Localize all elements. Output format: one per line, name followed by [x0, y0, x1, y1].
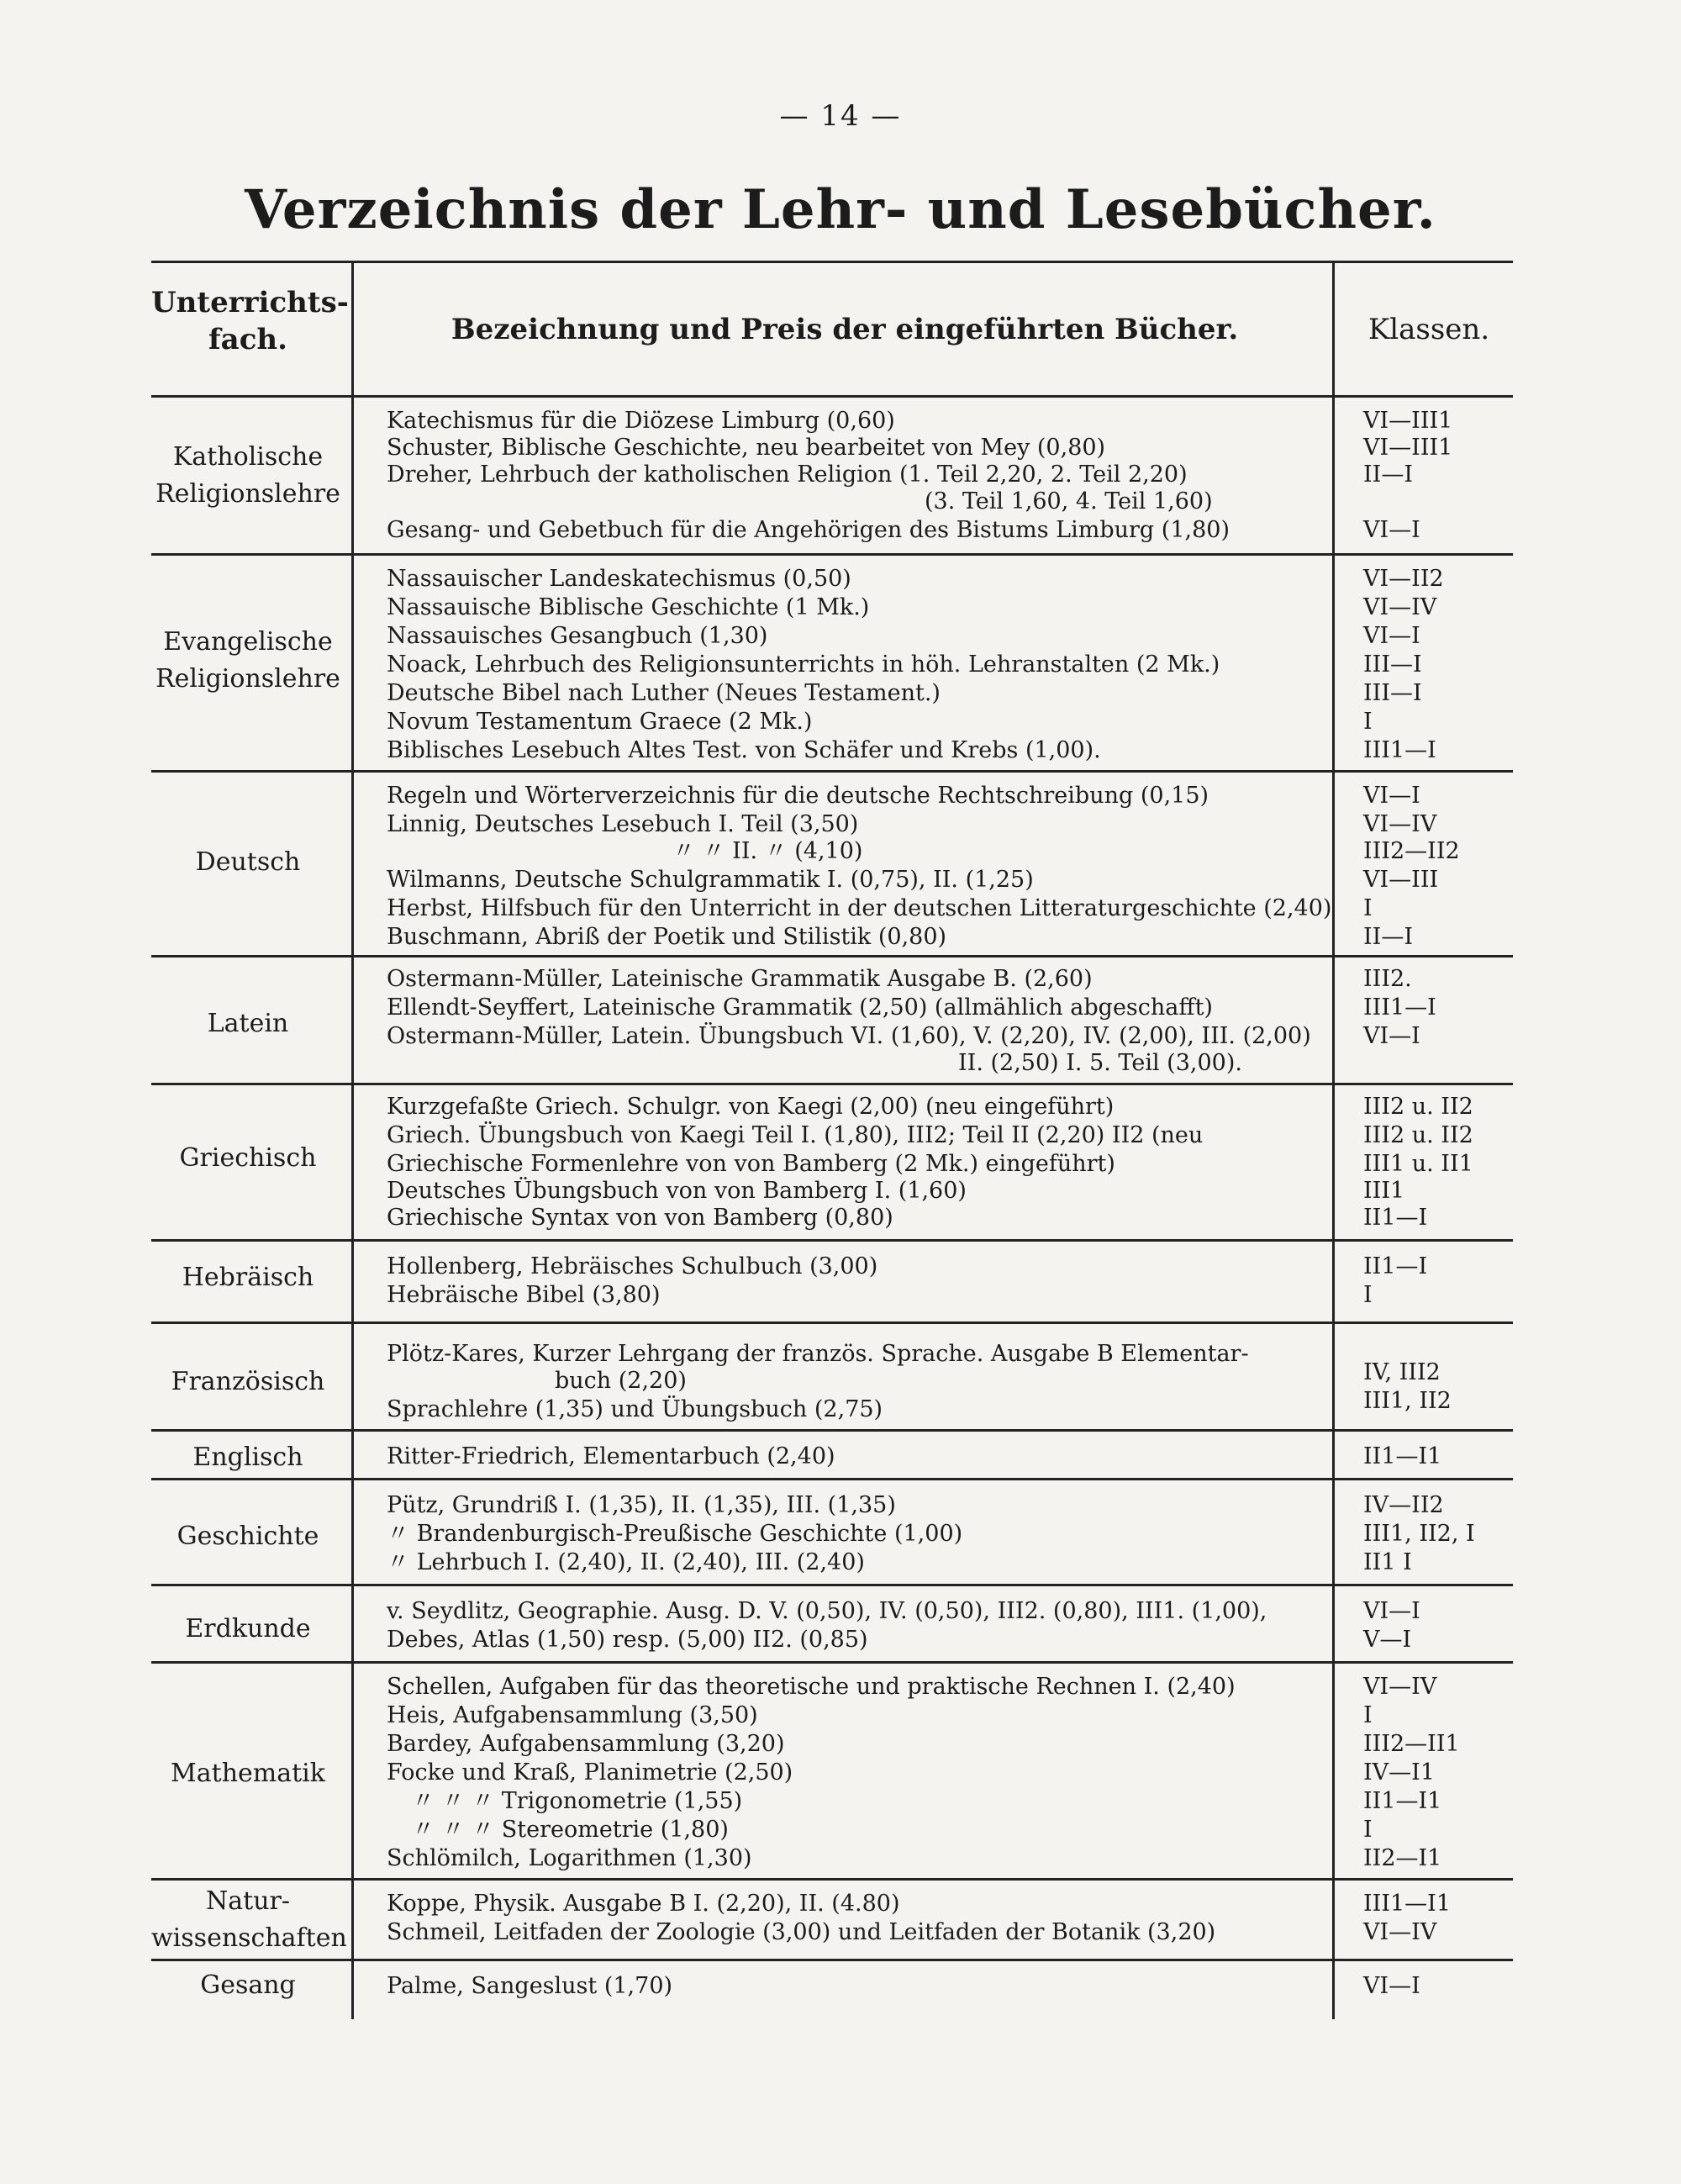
subject-line: Hebräisch: [182, 1263, 314, 1292]
book-row: Hebräische Bibel (3,80): [387, 1282, 661, 1308]
class-cell: I: [1363, 1282, 1373, 1308]
class-cell: I: [1363, 1702, 1373, 1728]
class-cell: I: [1363, 895, 1373, 921]
class-cell: III2 u. II2: [1363, 1094, 1473, 1120]
class-cell: III—I: [1363, 652, 1422, 678]
class-cell: III2.: [1363, 966, 1412, 992]
col-divider-1: [351, 262, 354, 2019]
header-subject-line-1: Unterrichts-: [151, 286, 349, 319]
class-cell: IV—I1: [1363, 1759, 1436, 1786]
class-cell: I: [1363, 709, 1373, 735]
subject-line: Französisch: [171, 1367, 325, 1396]
subject-line: wissenschaften: [151, 1923, 347, 1953]
subject-franzoesisch: [151, 1364, 345, 1401]
class-cell: VI—IV: [1363, 811, 1437, 837]
book-row: Deutsches Übungsbuch von von Bamberg I. (1,60): [387, 1178, 967, 1204]
book-row: Ostermann-Müller, Latein. Übungsbuch VI. (1,60), V. (2,20), IV. (2,00), III. (2,00): [387, 1023, 1311, 1049]
section-rule: [151, 1959, 1513, 1961]
subject-line: Erdkunde: [185, 1614, 311, 1643]
book-row: Griechische Syntax von von Bamberg (0,80): [387, 1205, 893, 1231]
section-rule: [151, 553, 1513, 556]
book-row: Dreher, Lehrbuch der katholischen Religion (1. Teil 2,20, 2. Teil 2,20): [387, 462, 1188, 488]
book-row: Griechische Formenlehre von von Bamberg (2 Mk.) eingeführt): [387, 1151, 1115, 1177]
book-row: Katechismus für die Diözese Limburg (0,60): [387, 408, 895, 434]
subject-line: Natur-: [206, 1886, 290, 1916]
section-rule: [151, 1478, 1513, 1480]
class-cell: III1—I: [1363, 994, 1436, 1021]
book-row: (3. Teil 1,60, 4. Teil 1,60): [925, 488, 1213, 514]
section-rule: [151, 1083, 1513, 1085]
class-cell: II1—I: [1363, 1253, 1428, 1279]
book-row: 〃 Lehrbuch I. (2,40), II. (2,40), III. (2,40): [387, 1549, 865, 1575]
class-cell: VI—I: [1363, 623, 1420, 649]
book-row: 〃 Brandenburgisch-Preußische Geschichte (1,00): [387, 1521, 963, 1547]
book-row: Noack, Lehrbuch des Religionsunterrichts in höh. Lehranstalten (2 Mk.): [387, 652, 1220, 678]
book-row: Deutsche Bibel nach Luther (Neues Testament.): [387, 680, 941, 706]
book-row: buch (2,20): [555, 1368, 687, 1394]
header-books: Bezeichnung und Preis der eingeführten Bücher.: [451, 313, 1239, 346]
header-subject-line-2: fach.: [208, 323, 287, 356]
class-cell: VI—I: [1363, 1598, 1420, 1624]
class-cell: II1—I1: [1363, 1443, 1442, 1469]
class-cell: III2—II1: [1363, 1731, 1460, 1757]
subject-deutsch: [151, 844, 345, 881]
book-row: Schlömilch, Logarithmen (1,30): [387, 1845, 752, 1871]
book-row: Sprachlehre (1,35) und Übungsbuch (2,75): [387, 1396, 883, 1422]
class-cell: VI—III1: [1363, 408, 1453, 434]
subject-line: Gesang: [200, 1970, 296, 2000]
header-subject: [151, 284, 349, 358]
section-rule: [151, 1584, 1513, 1586]
book-row: Ellendt-Seyffert, Lateinische Grammatik (2,50) (allmählich abgeschafft): [387, 994, 1213, 1021]
class-cell: III1, II2: [1363, 1388, 1452, 1414]
book-row: Hollenberg, Hebräisches Schulbuch (3,00): [387, 1253, 878, 1279]
subject-line: Geschichte: [177, 1522, 319, 1551]
book-row: Koppe, Physik. Ausgabe B I. (2,20), II. (4.80): [387, 1891, 900, 1917]
book-row: Palme, Sangeslust (1,70): [387, 1973, 673, 1999]
subject-line: Deutsch: [195, 847, 301, 877]
subject-latein: [151, 1005, 345, 1042]
book-row: Heis, Aufgabensammlung (3,50): [387, 1702, 758, 1728]
section-rule: [151, 1321, 1513, 1324]
class-cell: III2—II2: [1363, 838, 1460, 864]
col-divider-2: [1332, 262, 1335, 2019]
section-rule: [151, 1429, 1513, 1432]
subject-griechisch: [151, 1140, 345, 1177]
header-classes: Klassen.: [1367, 313, 1490, 346]
class-cell: III1—I: [1363, 737, 1436, 763]
book-row: Griech. Übungsbuch von Kaegi Teil I. (1,80), III2; Teil II (2,20) II2 (neu: [387, 1122, 1204, 1148]
book-row: Debes, Atlas (1,50) resp. (5,00) II2. (0,85): [387, 1627, 868, 1653]
book-row: 〃 〃 II. 〃 (4,10): [672, 838, 863, 864]
book-row: Kurzgefaßte Griech. Schulgr. von Kaegi (2,00) (neu eingeführt): [387, 1094, 1115, 1120]
class-cell: VI—III: [1363, 867, 1439, 893]
class-cell: II2—I1: [1363, 1845, 1442, 1871]
class-cell: VI—I: [1363, 517, 1420, 543]
class-cell: VI—I: [1363, 783, 1420, 809]
book-row: 〃 〃 〃 Stereometrie (1,80): [412, 1817, 729, 1843]
book-row: Nassauische Biblische Geschichte (1 Mk.): [387, 594, 870, 620]
book-row: Ostermann-Müller, Lateinische Grammatik Ausgabe B. (2,60): [387, 966, 1093, 992]
header-rule: [151, 395, 1513, 398]
class-cell: II1—I: [1363, 1205, 1428, 1231]
class-cell: III1—I1: [1363, 1891, 1452, 1917]
class-cell: VI—IV: [1363, 1919, 1437, 1945]
class-cell: VI—I: [1363, 1023, 1420, 1049]
class-cell: II—I: [1363, 462, 1413, 488]
subject-erdkunde: [151, 1611, 345, 1648]
subject-line: Englisch: [192, 1443, 303, 1472]
class-cell: V—I: [1363, 1627, 1412, 1653]
book-row: Linnig, Deutsches Lesebuch I. Teil (3,50): [387, 811, 859, 837]
class-cell: VI—IV: [1363, 594, 1437, 620]
section-rule: [151, 1878, 1513, 1881]
class-cell: VI—IV: [1363, 1674, 1437, 1700]
subject-naturwissenschaften: [151, 1883, 345, 1957]
book-row: II. (2,50) I. 5. Teil (3,00).: [958, 1050, 1242, 1076]
book-row: Wilmanns, Deutsche Schulgrammatik I. (0,75), II. (1,25): [387, 867, 1034, 893]
book-row: 〃 〃 〃 Trigonometrie (1,55): [412, 1788, 743, 1814]
class-cell: VI—III1: [1363, 435, 1453, 461]
book-row: Schellen, Aufgaben für das theoretische und praktische Rechnen I. (2,40): [387, 1674, 1236, 1700]
section-rule: [151, 1239, 1513, 1242]
class-cell: VI—II2: [1363, 566, 1444, 592]
subject-line: Religionslehre: [155, 664, 340, 694]
class-cell: III—I: [1363, 680, 1422, 706]
subject-line: Religionslehre: [155, 479, 340, 509]
subject-mathematik: [151, 1755, 345, 1792]
book-row: Regeln und Wörterverzeichnis für die deutsche Rechtschreibung (0,15): [387, 783, 1209, 809]
subject-englisch: [151, 1439, 345, 1476]
section-rule: [151, 770, 1513, 773]
subject-gesang: [151, 1967, 345, 2004]
class-cell: III1, II2, I: [1363, 1521, 1475, 1547]
book-row: Biblisches Lesebuch Altes Test. von Schäfer und Krebs (1,00).: [387, 737, 1101, 763]
book-row: Schuster, Biblische Geschichte, neu bearbeitet von Mey (0,80): [387, 435, 1106, 461]
book-row: Nassauischer Landeskatechismus (0,50): [387, 566, 851, 592]
class-cell: IV—II2: [1363, 1492, 1444, 1518]
class-cell: III1 u. II1: [1363, 1151, 1473, 1177]
book-row: Buschmann, Abriß der Poetik und Stilistik (0,80): [387, 924, 947, 950]
book-row: Schmeil, Leitfaden der Zoologie (3,00) und Leitfaden der Botanik (3,20): [387, 1919, 1216, 1945]
class-cell: VI—I: [1363, 1973, 1420, 1999]
book-row: Focke und Kraß, Planimetrie (2,50): [387, 1759, 793, 1786]
section-rule: [151, 1661, 1513, 1664]
page-number: — 14 —: [779, 99, 902, 133]
class-cell: IV, III2: [1363, 1359, 1441, 1385]
subject-line: Evangelische: [163, 627, 333, 657]
subject-evangelische-religionslehre: [151, 624, 345, 698]
book-row: Nassauisches Gesangbuch (1,30): [387, 623, 768, 649]
book-row: Bardey, Aufgabensammlung (3,20): [387, 1731, 785, 1757]
top-rule: [151, 261, 1513, 263]
subject-line: Latein: [207, 1009, 289, 1038]
class-cell: III2 u. II2: [1363, 1122, 1473, 1148]
subject-line: Griechisch: [179, 1143, 317, 1173]
book-row: Novum Testamentum Graece (2 Mk.): [387, 709, 813, 735]
subject-katholische-religionslehre: [151, 439, 345, 513]
subject-line: Mathematik: [171, 1759, 325, 1788]
book-row: v. Seydlitz, Geographie. Ausg. D. V. (0,50), IV. (0,50), III2. (0,80), III1. (1,00),: [387, 1598, 1267, 1624]
book-row: Ritter-Friedrich, Elementarbuch (2,40): [387, 1443, 835, 1469]
class-cell: II1—I1: [1363, 1788, 1442, 1814]
section-rule: [151, 955, 1513, 957]
class-cell: I: [1363, 1817, 1373, 1843]
book-row: Herbst, Hilfsbuch für den Unterricht in der deutschen Litteraturgeschichte (2,40): [387, 895, 1332, 921]
subject-line: Katholische: [172, 442, 324, 472]
book-row: Pütz, Grundriß I. (1,35), II. (1,35), III. (1,35): [387, 1492, 896, 1518]
book-row: Plötz-Kares, Kurzer Lehrgang der französ. Sprache. Ausgabe B Elementar-: [387, 1341, 1249, 1367]
subject-hebraeisch: [151, 1259, 345, 1296]
class-cell: II—I: [1363, 924, 1413, 950]
book-row: Gesang- und Gebetbuch für die Angehörigen des Bistums Limburg (1,80): [387, 517, 1230, 543]
page-title: Verzeichnis der Lehr- und Lesebücher.: [245, 178, 1436, 241]
class-cell: III1: [1363, 1178, 1405, 1204]
class-cell: II1 I: [1363, 1549, 1412, 1575]
subject-geschichte: [151, 1518, 345, 1555]
